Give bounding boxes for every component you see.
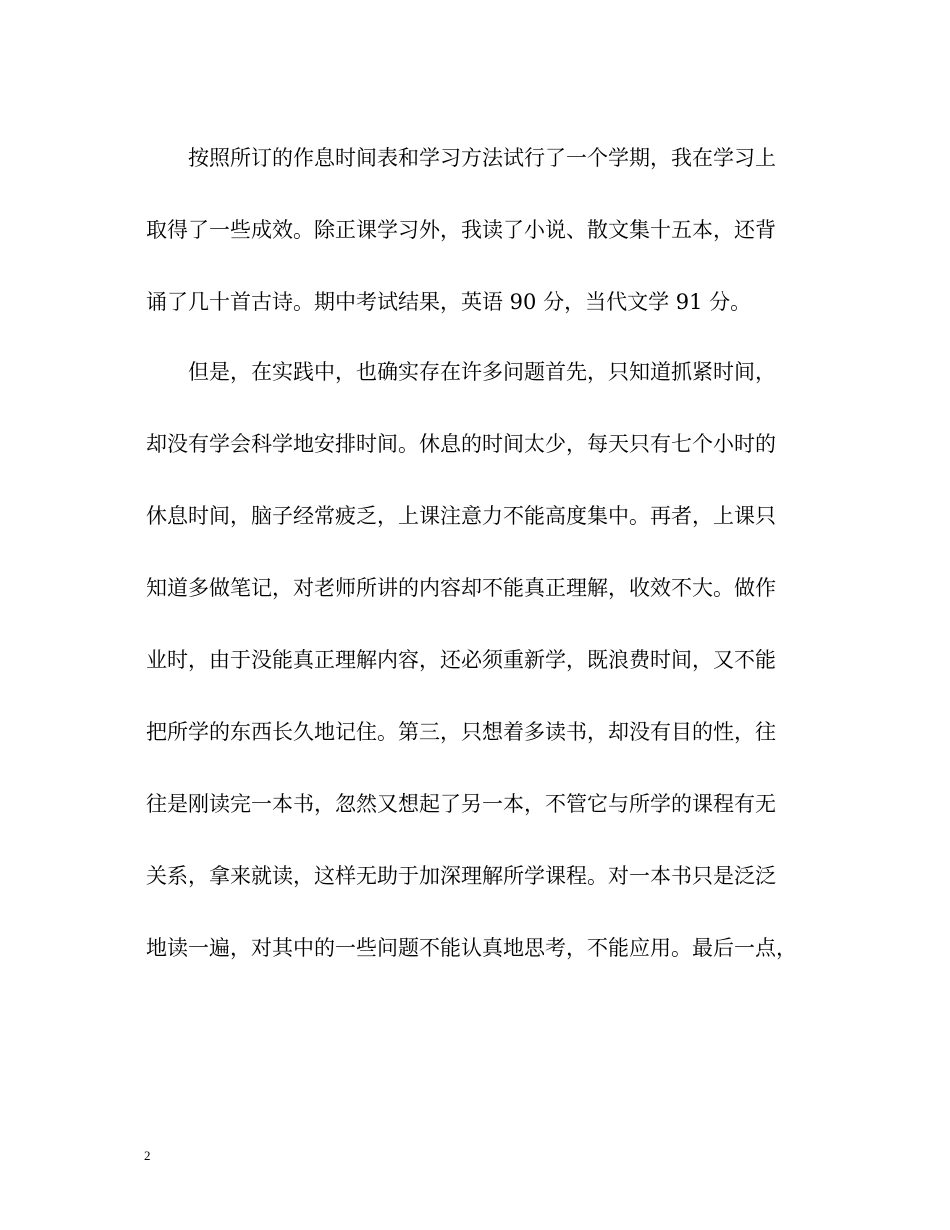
text-line: 地读一遍，对其中的一些问题不能认真地思考，不能应用。最后一点， xyxy=(146,936,797,960)
text-line: 往是刚读完一本书，忽然又想起了另一本，不管它与所学的课程有无 xyxy=(146,792,776,816)
text-line: 但是，在实践中，也确实存在许多问题首先，只知道抓紧时间， xyxy=(188,360,776,384)
text-line: 却没有学会科学地安排时间。休息的时间太少，每天只有七个小时的 xyxy=(146,432,776,456)
text-line: 关系，拿来就读，这样无助于加深理解所学课程。对一本书只是泛泛 xyxy=(146,864,776,888)
body-text xyxy=(146,135,806,997)
text-line: 按照所订的作息时间表和学习方法试行了一个学期，我在学习上 xyxy=(188,146,776,170)
text-line: 休息时间，脑子经常疲乏，上课注意力不能高度集中。再者，上课只 xyxy=(146,504,776,528)
text-line: 取得了一些成效。除正课学习外，我读了小说、散文集十五本，还背 xyxy=(146,218,776,242)
text-line: 把所学的东西长久地记住。第三，只想着多读书，却没有目的性，往 xyxy=(146,720,776,744)
page-number: 2 xyxy=(144,1148,151,1163)
text-line: 诵了几十首古诗。期中考试结果，英语 90 分，当代文学 91 分。 xyxy=(146,290,752,314)
text-line: 知道多做笔记，对老师所讲的内容却不能真正理解，收效不大。做作 xyxy=(146,576,776,600)
text-line: 业时，由于没能真正理解内容，还必须重新学，既浪费时间，又不能 xyxy=(146,648,776,672)
